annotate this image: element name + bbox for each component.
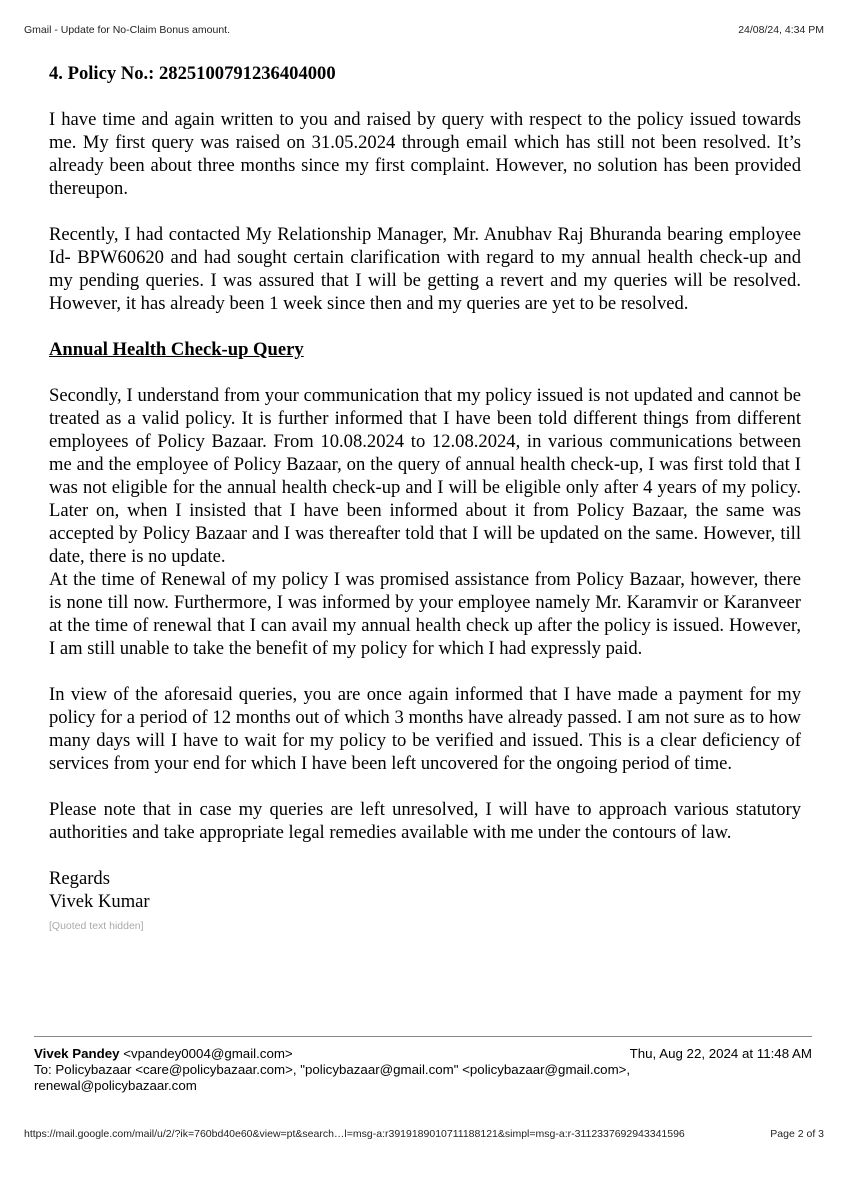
quoted-text-toggle[interactable]: [Quoted text hidden] — [49, 920, 144, 932]
message-date: Thu, Aug 22, 2024 at 11:48 AM — [629, 1046, 812, 1061]
message-divider — [34, 1036, 812, 1037]
recipients-line-2: renewal@policybazaar.com — [34, 1078, 197, 1093]
sender-email: <vpandey0004@gmail.com> — [123, 1046, 293, 1061]
print-datetime: 24/08/24, 4:34 PM — [738, 24, 824, 36]
body-paragraph: I have time and again written to you and raised by query with respect to the policy issued towards me. My first query was raised on 31.05.2024 through email which has still not been resolved. It’s already been about three months since my first complaint. However, no solution has been provided thereupon. — [49, 109, 801, 199]
message-header — [34, 1046, 812, 1094]
body-paragraph: Secondly, I understand from your communication that my policy issued is not updated and cannot be treated as a valid policy. It is further informed that I have been told different things from different employees of Policy Bazaar. From 10.08.2024 to 12.08.2024, in various communications between me and the employee of Policy Bazaar, on the query of annual health check-up, I was first told that I was not eligible for the annual health check-up and I will be eligible only after 4 years of my policy. Later on, when I insisted that I have been informed about it from Policy Bazaar, the same was accepted by Policy Bazaar and I was thereafter told that I will be updated on the same. However, till date, there is no update. — [49, 385, 801, 567]
page-number: Page 2 of 3 — [770, 1128, 824, 1140]
print-title: Gmail - Update for No-Claim Bonus amount. — [24, 24, 230, 36]
print-header — [24, 24, 824, 36]
regards-text: Regards — [49, 868, 110, 889]
policy-heading: 4. Policy No.: 2825100791236404000 — [49, 63, 336, 84]
print-footer — [24, 1128, 824, 1140]
body-paragraph: In view of the aforesaid queries, you are once again informed that I have made a payment for my policy for a period of 12 months out of which 3 months have already passed. I am not sure as to how many days will I have to wait for my policy to be verified and issued. This is a clear deficiency of services from your end for which I have been left uncovered for the ongoing period of time. — [49, 684, 801, 774]
sender-name: Vivek Pandey — [34, 1046, 120, 1061]
body-paragraph: At the time of Renewal of my policy I was promised assistance from Policy Bazaar, however, there is none till now. Furthermore, I was informed by your employee namely Mr. Karamvir or Karanveer at the time of renewal that I can avail my annual health check up after the policy is issued. However, I am still unable to take the benefit of my policy for which I had expressly paid. — [49, 569, 801, 659]
sender — [34, 1046, 293, 1062]
email-body — [49, 62, 801, 938]
body-paragraph: Recently, I had contacted My Relationship Manager, Mr. Anubhav Raj Bhuranda bearing employee Id- BPW60620 and had sought certain clarification with regard to my annual health check-up and my pending queries. I was assured that I will be getting a revert and my queries will be resolved. However, it has already been 1 week since then and my queries are yet to be resolved. — [49, 224, 801, 314]
page-url: https://mail.google.com/mail/u/2/?ik=760bd40e60&view=pt&search…l=msg-a:r3919189010711188121&simpl=msg-a:r-3112337692943341596 — [24, 1128, 685, 1140]
recipients-line: To: Policybazaar <care@policybazaar.com>, "policybazaar@gmail.com" <policybazaar@gmail.com>, — [34, 1062, 631, 1077]
signature-name: Vivek Kumar — [49, 891, 150, 912]
section-heading: Annual Health Check-up Query — [49, 339, 304, 360]
body-paragraph: Please note that in case my queries are left unresolved, I will have to approach various statutory authorities and take appropriate legal remedies available with me under the contours of law. — [49, 799, 801, 843]
